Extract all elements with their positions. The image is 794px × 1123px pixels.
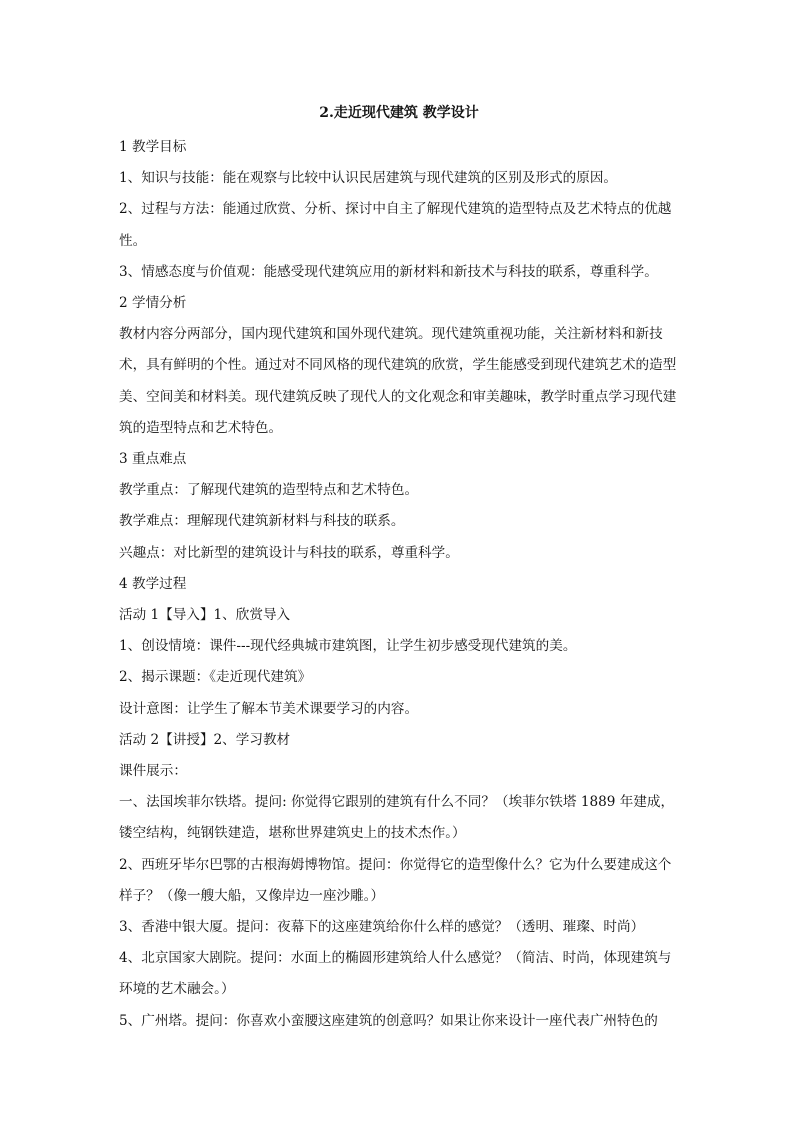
objective-knowledge: 1、知识与技能：能在观察与比较中认识民居建筑与现代建筑的区别及形式的原因。: [119, 170, 618, 187]
analysis-text: 教材内容分两部分，国内现代建筑和国外现代建筑。现代建筑重视功能，关注新材料和新技术，具有鲜明的个性。通过对不同风格的现代建筑的欣赏，学生能感受到现代建筑艺术的造型美、空间美和材料美。现代建筑反映了现代人的文化观念和审美趣味，教学时重点学习现代建筑的造型特点和艺术特色。: [119, 326, 677, 436]
item-bank-of-china: 3、香港中银大厦。提问：夜幕下的这座建筑给你什么样的感觉？（透明、璀璨、时尚）: [119, 919, 645, 936]
activity-1-step-1: 1、创设情境：课件---现代经典城市建筑图，让学生初步感受现代建筑的美。: [119, 638, 577, 655]
section-heading-key-points: 3 重点难点: [119, 451, 187, 468]
key-point: 教学重点：了解现代建筑的造型特点和艺术特色。: [119, 482, 419, 499]
item-national-theater: 4、北京国家大剧院。提问：水面上的椭圆形建筑给人什么感觉？（简洁、时尚，体现建筑与环境的艺术融会。）: [119, 950, 672, 998]
section-heading-process: 4 教学过程: [119, 575, 187, 592]
item-canton-tower: 5、广州塔。提问：你喜欢小蛮腰这座建筑的创意吗？如果让你来设计一座代表广州特色的: [119, 1012, 658, 1029]
activity-1-step-2: 2、揭示课题：《走近现代建筑》: [119, 669, 312, 686]
activity-1-design-intent: 设计意图：让学生了解本节美术课要学习的内容。: [119, 700, 419, 717]
document-title: 2.走近现代建筑 教学设计: [319, 105, 479, 121]
courseware-label: 课件展示：: [119, 763, 187, 780]
section-heading-analysis: 2 学情分析: [119, 295, 187, 312]
document-body: [119, 100, 679, 1037]
objective-process: 2、过程与方法：能通过欣赏、分析、探讨中自主了解现代建筑的造型特点及艺术特点的优越性。: [119, 201, 672, 249]
item-eiffel-tower: 一、法国埃菲尔铁塔。提问: 你觉得它跟别的建筑有什么不同？（埃菲尔铁塔 1889 年建成，镂空结构，纯钢铁建造，堪称世界建筑史上的技术杰作。）: [119, 794, 675, 842]
item-guggenheim: 2、西班牙毕尔巴鄂的古根海姆博物馆。提问：你觉得它的造型像什么？它为什么要建成这个样子？（像一艘大船，又像岸边一座沙雕。）: [119, 856, 672, 904]
difficult-point: 教学难点：理解现代建筑新材料与科技的联系。: [119, 513, 405, 530]
objective-attitude: 3、情感态度与价值观：能感受现代建筑应用的新材料和新技术与科技的联系，尊重科学。: [119, 263, 658, 280]
activity-1-heading: 活动 1【导入】1、欣赏导入: [119, 607, 291, 624]
section-heading-objectives: 1 教学目标: [119, 139, 187, 155]
interest-point: 兴趣点：对比新型的建筑设计与科技的联系，尊重科学。: [119, 544, 459, 561]
activity-2-heading: 活动 2【讲授】2、学习教材: [119, 731, 291, 748]
